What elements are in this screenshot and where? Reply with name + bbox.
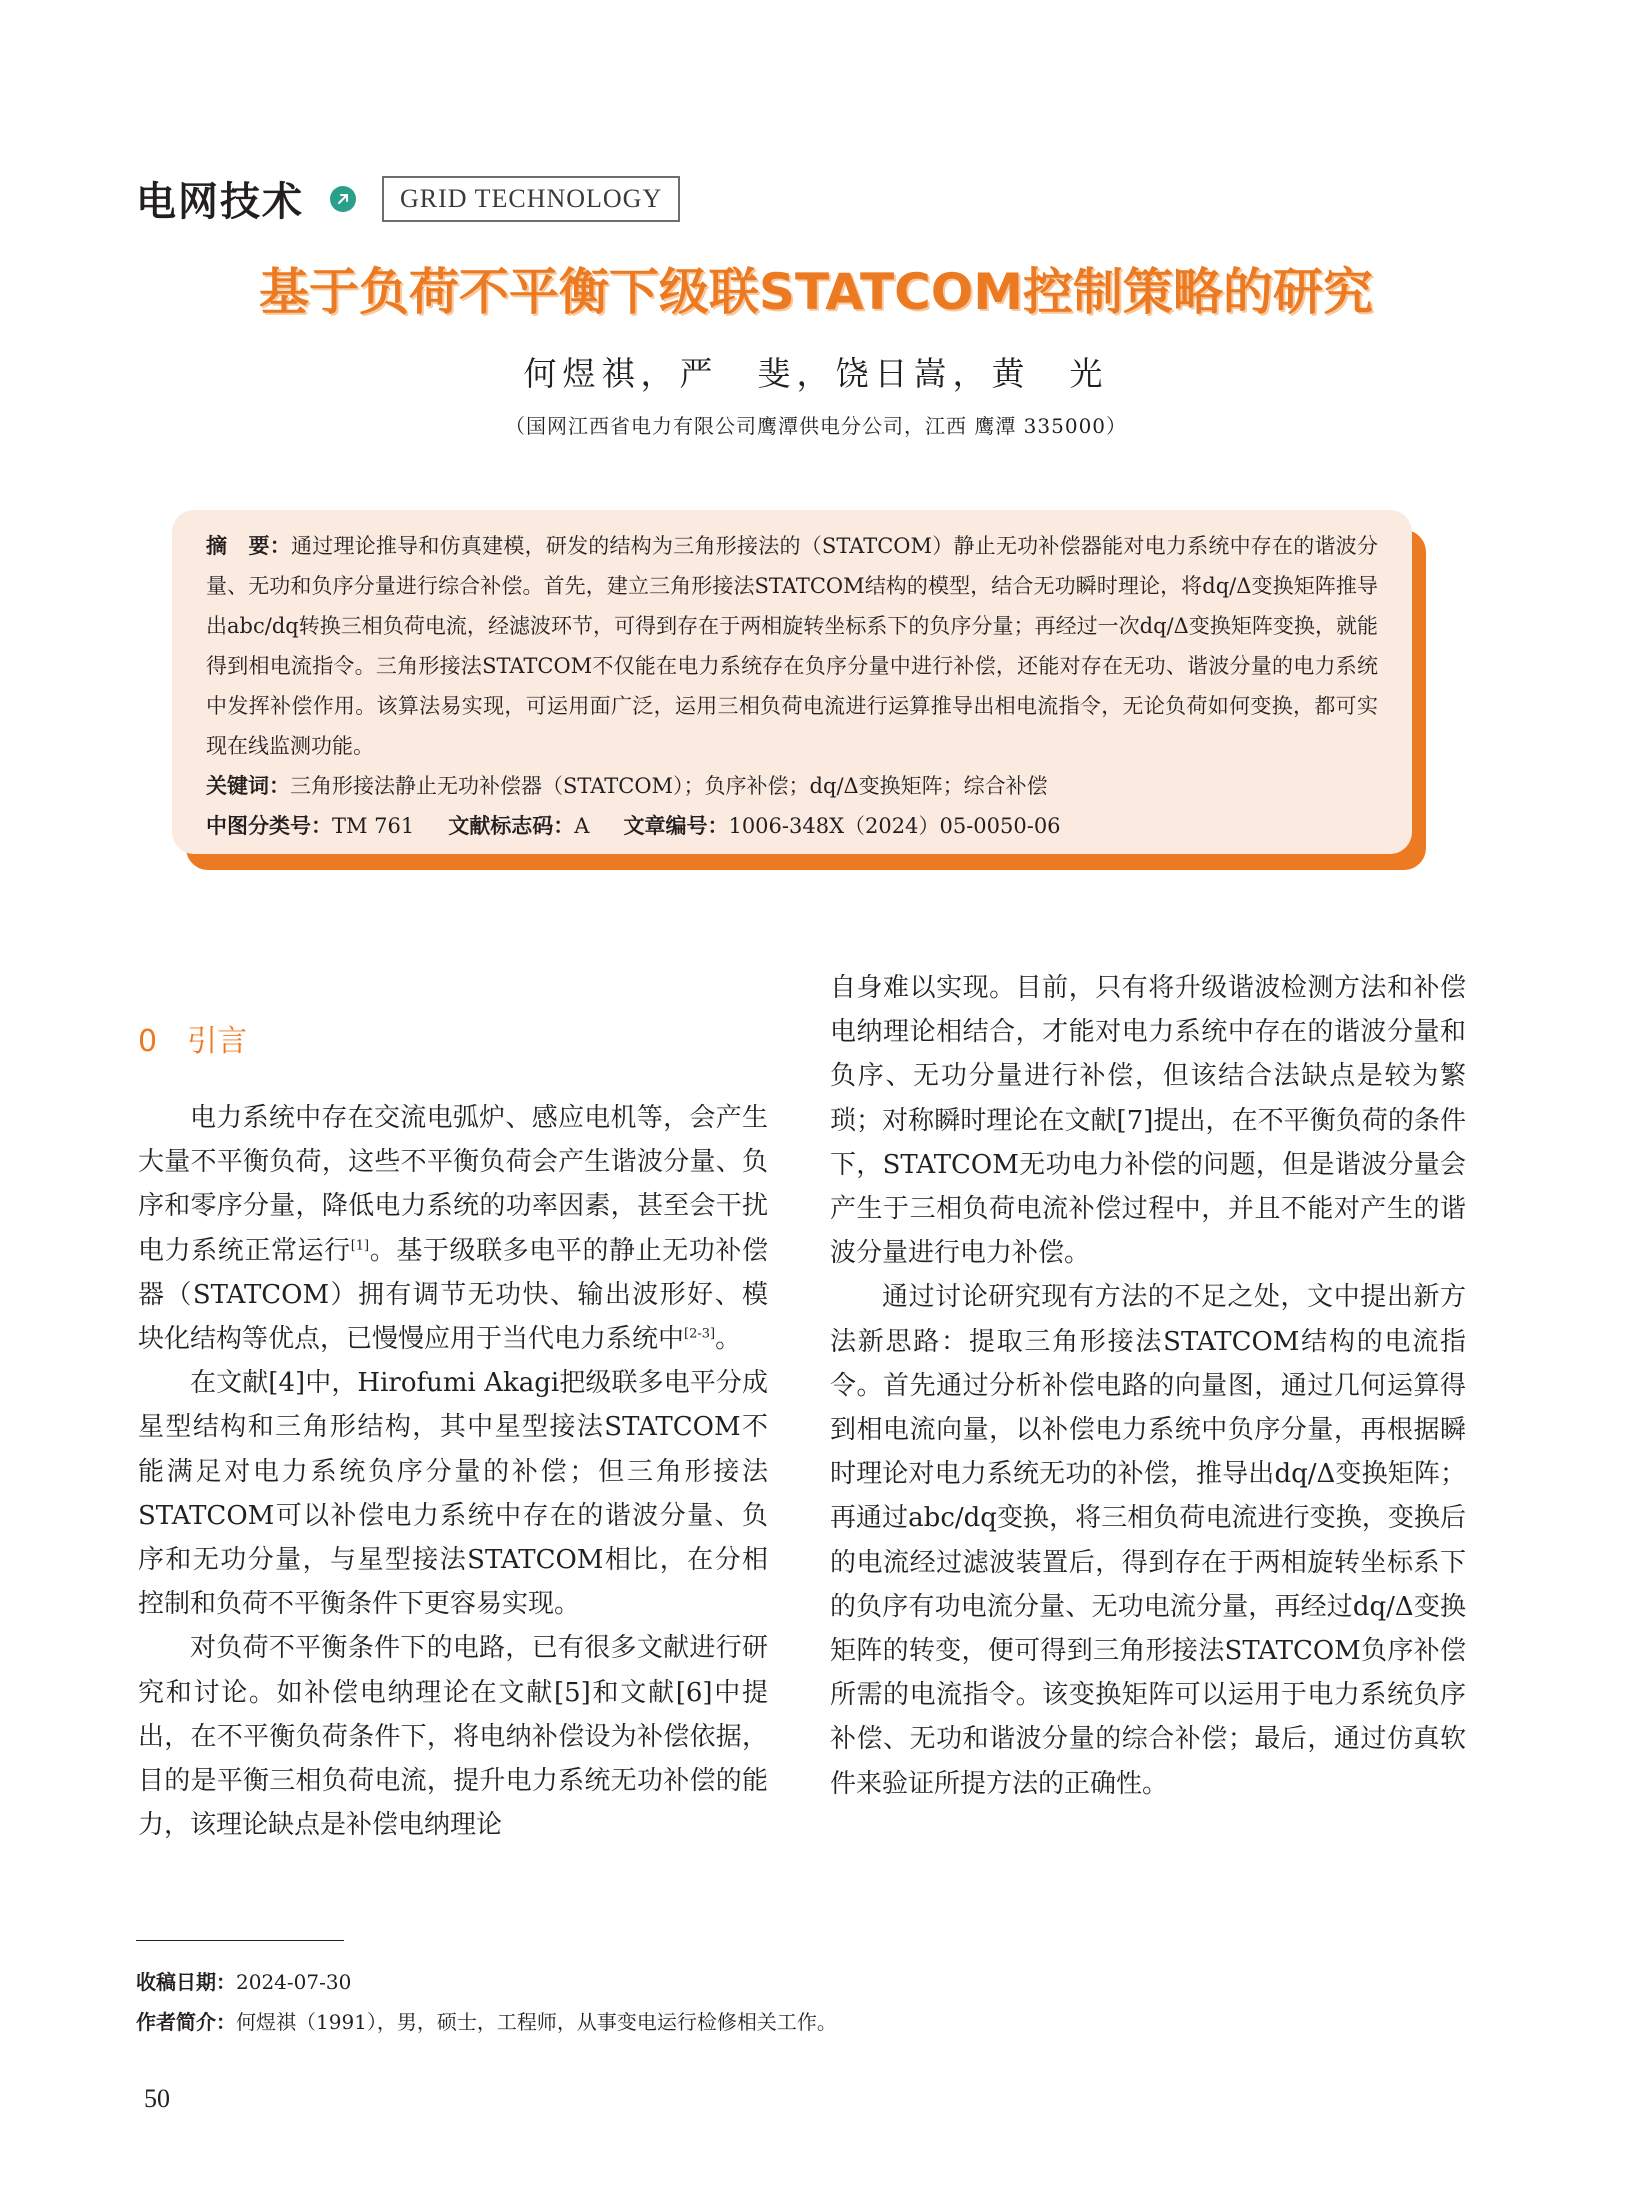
clc-label: 中图分类号： bbox=[206, 814, 332, 838]
author-bio-label: 作者简介： bbox=[136, 2010, 236, 2034]
author-bio bbox=[136, 2002, 837, 2042]
keywords: 三角形接法静止无功补偿器（STATCOM）；负序补偿；dq/Δ变换矩阵；综合补偿 bbox=[290, 774, 1048, 798]
article-no-label: 文章编号： bbox=[623, 814, 729, 838]
paragraph: 自身难以实现。目前，只有将升级谐波检测方法和补偿电纳理论相结合，才能对电力系统中存在的谐波分量和负序、无功分量进行补偿，但该结合法缺点是较为繁琐；对称瞬时理论在文献[7]提出，在不平衡负荷的条件下，STATCOM无功电力补偿的问题，但是谐波分量会产生于三相负荷电流补偿过程中，并且不能对产生的谐波分量进行电力补偿。 bbox=[830, 973, 1466, 1269]
received-value: 2024-07-30 bbox=[236, 1970, 352, 1994]
author-bio-value: 何煜祺（1991），男，硕士，工程师，从事变电运行检修相关工作。 bbox=[236, 2010, 837, 2034]
paragraph bbox=[138, 1096, 768, 1361]
doc-code-value: A bbox=[574, 814, 590, 838]
abstract-label: 摘 要： bbox=[206, 534, 291, 558]
paragraph: 对负荷不平衡条件下的电路，已有很多文献进行研究和讨论。如补偿电纳理论在文献[5]和文献[6]中提出，在不平衡负荷条件下，将电纳补偿设为补偿依据，目的是平衡三相负荷电流，提升电力系统无功补偿的能力，该理论缺点是补偿电纳理论 bbox=[138, 1633, 768, 1841]
affiliation: （国网江西省电力有限公司鹰潭供电分公司，江西 鹰潭 335000） bbox=[504, 414, 1128, 438]
text-run: 。基于级联多电平的静止无功补偿器（STATCOM）拥有调节无功快、输出波形好、模块化结构等优点，已慢慢应用于当代电力系统中 bbox=[138, 1235, 768, 1355]
text-run: 。 bbox=[715, 1324, 742, 1355]
intro-number: 0 bbox=[138, 1024, 158, 1059]
classification-line bbox=[206, 806, 1378, 846]
arrow-up-right-icon bbox=[330, 186, 356, 212]
right-column bbox=[830, 966, 1466, 1806]
intro-title: 引言 bbox=[187, 1024, 248, 1059]
page-number: 50 bbox=[144, 2084, 170, 2113]
section-tag bbox=[136, 170, 680, 227]
citation-ref[interactable]: [1] bbox=[350, 1237, 370, 1253]
authors: 何煜祺，严 斐，饶日嵩，黄 光 bbox=[523, 354, 1109, 393]
paragraph: 通过讨论研究现有方法的不足之处，文中提出新方法新思路：提取三角形接法STATCOM结构的电流指令。首先通过分析补偿电路的向量图，通过几何运算得到相电流向量，以补偿电力系统中负序分量，再根据瞬时理论对电力系统无功的补偿，推导出dq/Δ变换矩阵；再通过abc/dq变换，将三相负荷电流进行变换，变换后的电流经过滤波装置后，得到存在于两相旋转坐标系下的负序有功电流分量、无功电流分量，再经过dq/Δ变换矩阵的转变，便可得到三角形接法STATCOM负序补偿所需的电流指令。该变换矩阵可以运用于电力系统负序补偿、无功和谐波分量的综合补偿；最后，通过仿真软件来验证所提方法的正确性。 bbox=[830, 1282, 1466, 1799]
intro-heading bbox=[138, 1016, 247, 1060]
doc-code-label: 文献标志码： bbox=[448, 814, 575, 838]
abstract-text: 通过理论推导和仿真建模，研发的结构为三角形接法的（STATCOM）静止无功补偿器能对电力系统中存在的谐波分量、无功和负序分量进行综合补偿。首先，建立三角形接法STATCOM结构的模型，结合无功瞬时理论，将dq/Δ变换矩阵推导出abc/dq转换三相负荷电流，经滤波环节，可得到存在于两相旋转坐标系下的负序分量；再经过一次dq/Δ变换矩阵变换，就能得到相电流指令。三角形接法STATCOM不仅能在电力系统存在负序分量中进行补偿，还能对存在无功、谐波分量的电力系统中发挥补偿作用。该算法易实现，可运用面广泛，运用三相负荷电流进行运算推导出相电流指令，无论负荷如何变换，都可实现在线监测功能。 bbox=[206, 534, 1379, 758]
received-label: 收稿日期： bbox=[136, 1970, 236, 1994]
abstract-box bbox=[172, 510, 1412, 854]
received-date bbox=[136, 1962, 837, 2002]
keywords-label: 关键词： bbox=[206, 774, 290, 798]
left-column bbox=[138, 1096, 768, 1847]
section-title-zh: 电网技术 bbox=[136, 179, 304, 225]
footnotes bbox=[136, 1962, 837, 2042]
article-no-value: 1006-348X（2024）05-0050-06 bbox=[728, 814, 1061, 838]
paragraph: 在文献[4]中，Hirofumi Akagi把级联多电平分成星型结构和三角形结构，其中星型接法STATCOM不能满足对电力系统负序分量的补偿；但三角形接法STATCOM可以补偿电力系统中存在的谐波分量、负序和无功分量，与星型接法STATCOM相比，在分相控制和负荷不平衡条件下更容易实现。 bbox=[138, 1368, 768, 1620]
keywords-line bbox=[206, 766, 1378, 806]
section-title-en: GRID TECHNOLOGY bbox=[382, 176, 680, 222]
clc-value: TM 761 bbox=[332, 814, 415, 838]
footnote-divider bbox=[136, 1940, 344, 1941]
abstract bbox=[206, 526, 1378, 766]
article-title: 基于负荷不平衡下级联STATCOM控制策略的研究 bbox=[258, 263, 1374, 321]
text-run: 电力系统中存在交流电弧炉、感应电机等，会产生大量不平衡负荷，这些不平衡负荷会产生谐波分量、负序和零序分量，降低电力系统的功率因素，甚至会干扰电力系统正常运行 bbox=[138, 1103, 768, 1266]
citation-ref[interactable]: [2-3] bbox=[684, 1326, 716, 1342]
